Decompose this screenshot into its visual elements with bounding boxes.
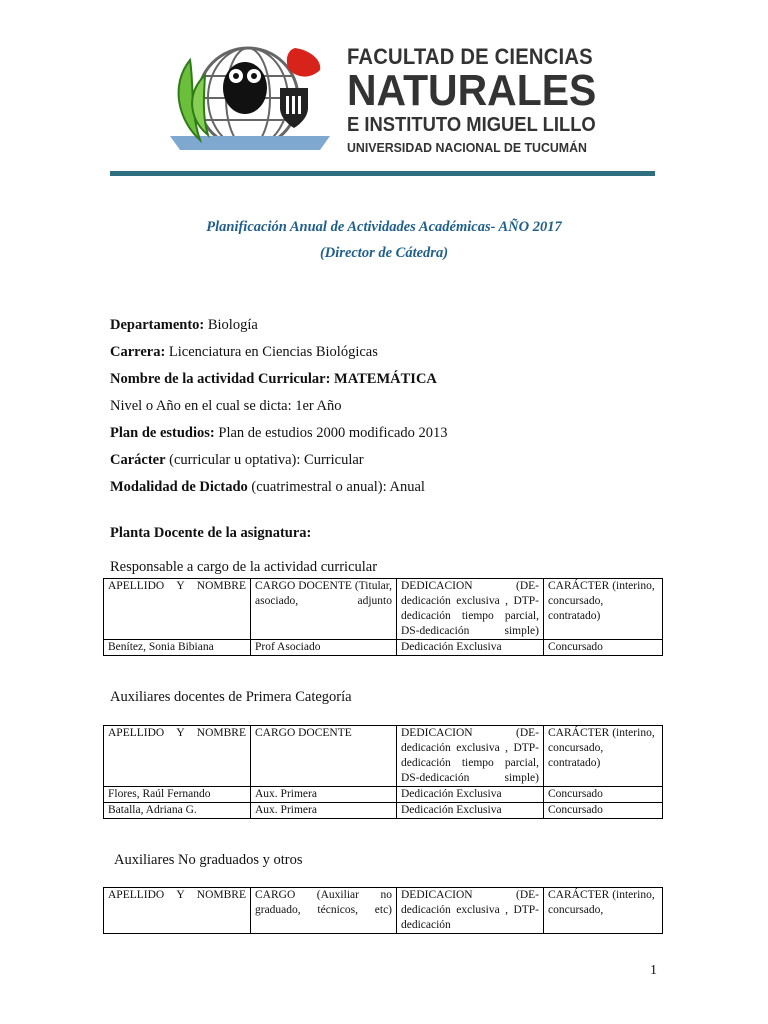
table-cell: Dedicación Exclusiva (397, 640, 544, 656)
table-cell: Aux. Primera (251, 787, 397, 803)
logo-line-1: FACULTAD DE CIENCIAS (347, 44, 593, 69)
field-label: Carrera: (110, 344, 166, 360)
field-label: Departamento: (110, 317, 205, 333)
field-value: Biología (204, 317, 258, 333)
logo-line-2: NATURALES (347, 66, 597, 115)
field-label: Carácter (110, 452, 166, 468)
field-label: Plan de estudios: (110, 425, 215, 441)
header-cell: APELLIDO Y NOMBRE (104, 579, 251, 640)
field-plan (110, 425, 448, 442)
field-carrera (110, 344, 378, 361)
field-value: Nivel o Año en el cual se dicta: 1er Año (110, 398, 342, 414)
field-value: (curricular u optativa): Curricular (165, 452, 364, 468)
field-departamento (110, 317, 258, 334)
faculty-name (347, 46, 617, 154)
table-cell: Concursado (544, 787, 663, 803)
section-heading-auxiliares: Auxiliares docentes de Primera Categoría (110, 689, 352, 705)
table-header-row (104, 888, 663, 934)
table-cell: Concursado (544, 803, 663, 819)
section-heading-responsable: Responsable a cargo de la actividad curricular (110, 559, 378, 575)
document-subtitle: (Director de Cátedra) (319, 245, 449, 261)
table-row (104, 803, 663, 819)
table-cell: Concursado (544, 640, 663, 656)
header-cell: CARGO DOCENTE (Titular, asociado, adjunto (251, 579, 397, 640)
header-cell: DEDICACION (DE-dedicación exclusiva , DTP-dedicación tiempo parcial, DS-dedicación simple) (397, 726, 544, 787)
planta-label: Planta Docente de la asignatura: (110, 525, 312, 541)
field-actividad (110, 371, 437, 388)
planta-heading (110, 525, 311, 542)
header-cell: CARÁCTER (interino, concursado, contratado) (544, 579, 663, 640)
logo-line-4: UNIVERSIDAD NACIONAL DE TUCUMÁN (347, 140, 587, 155)
page-number: 1 (650, 963, 657, 978)
field-caracter (110, 452, 364, 469)
table-cell: Benítez, Sonia Bibiana (104, 640, 251, 656)
field-value: Licenciatura en Ciencias Biológicas (165, 344, 378, 360)
table-cell: Aux. Primera (251, 803, 397, 819)
header-cell: CARÁCTER (interino, concursado, contratado) (544, 726, 663, 787)
header-cell: CARGO (Auxiliar no graduado, técnicos, etc) (251, 888, 397, 934)
table-cell: Flores, Raúl Fernando (104, 787, 251, 803)
document-title: Planificación Anual de Actividades Académicas- AÑO 2017 (206, 219, 562, 235)
globe-owl-emblem (160, 40, 340, 158)
header-cell: DEDICACION (DE-dedicación exclusiva , DTP-dedicación (397, 888, 544, 934)
header-divider (110, 171, 655, 176)
table-cell: Dedicación Exclusiva (397, 787, 544, 803)
table-cell: Dedicación Exclusiva (397, 803, 544, 819)
table-cell: Prof Asociado (251, 640, 397, 656)
header-cell: APELLIDO Y NOMBRE (104, 888, 251, 934)
field-value: (cuatrimestral o anual): Anual (247, 479, 425, 495)
header-cell: DEDICACION (DE-dedicación exclusiva , DTP-dedicación tiempo parcial, DS-dedicación simple) (397, 579, 544, 640)
table-row (104, 787, 663, 803)
table-row (104, 640, 663, 656)
table-no-graduados (103, 887, 663, 934)
table-header-row (104, 579, 663, 640)
logo-line-3: E INSTITUTO MIGUEL LILLO (347, 114, 596, 136)
field-value: Plan de estudios 2000 modificado 2013 (214, 425, 448, 441)
field-label: Nombre de la actividad Curricular: MATEMÁTICA (110, 371, 437, 387)
field-nivel (110, 398, 342, 415)
field-label: Modalidad de Dictado (110, 479, 248, 495)
section-heading-no-graduados: Auxiliares No graduados y otros (114, 852, 303, 868)
field-modalidad (110, 479, 425, 496)
header-cell: CARGO DOCENTE (251, 726, 397, 787)
table-responsable (103, 578, 663, 656)
header-cell: CARÁCTER (interino, concursado, (544, 888, 663, 934)
table-header-row (104, 726, 663, 787)
header-cell: APELLIDO Y NOMBRE (104, 726, 251, 787)
table-auxiliares (103, 725, 663, 819)
table-cell: Batalla, Adriana G. (104, 803, 251, 819)
